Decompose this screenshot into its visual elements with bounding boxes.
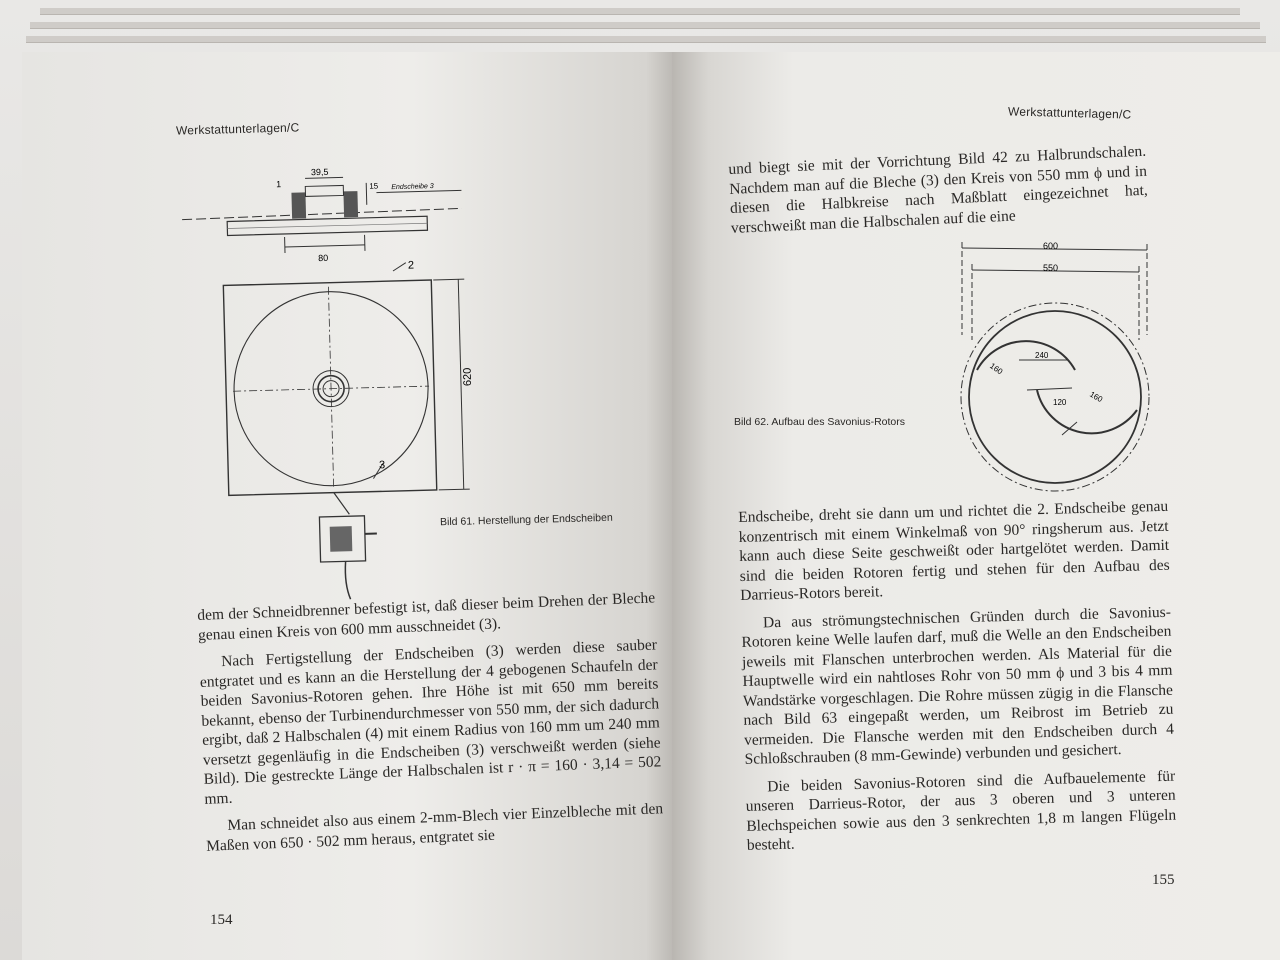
endscheibe-label: Endscheibe 3 (391, 183, 434, 192)
right-intro-text (728, 142, 1149, 238)
dim-bottom-label: 80 (318, 252, 329, 264)
part-1-label: 1 (276, 179, 282, 190)
dim-15-label: 15 (369, 181, 379, 191)
running-head: Werkstattunterlagen/C (1007, 104, 1132, 122)
paragraph: Nach Fertigstellung der Endscheiben (3) werden diese sauber entgratet und es kann an die Herstellung der 4 gebogenen Schaufeln der beiden Savonius-Rotoren gehen. Ihre Höhe ist mit 650 mm bereits bekannt, ebenso der Turbinendurchmesser von 550 mm, der sich dadurch ergibt, daß 2 Halbschalen (4) mit einem Radius von 160 mm um 240 mm versetzt gegenläufig in die Endscheiben (3) verschweißt werden (siehe Bild). Die gestreckte Länge der Halbschalen ist r · π = 160 · 3,14 = 502 mm. (199, 636, 662, 808)
figure-caption: Bild 62. Aufbau des Savonius-Rotors (734, 416, 906, 428)
paragraph: Man schneidet also aus einem 2-mm-Blech vier Einzelbleche mit den Maßen von 650 · 502 mm heraus, entgratet sie (205, 800, 664, 855)
endscheibe-plate-drawing (218, 261, 496, 588)
dim-620-label: 620 (461, 367, 475, 387)
dim-160-label: 160 (1088, 389, 1105, 405)
paragraph: dem der Schneidbrenner befestigt ist, daß dieser beim Drehen der Bleche genau einen Kreis von 600 mm ausschneidet (3). (197, 589, 656, 644)
dim-120-label: 120 (1053, 398, 1067, 407)
page-number: 155 (1152, 872, 1175, 888)
paragraph: Endscheibe, dreht sie dann um und richtet die 2. Endscheibe genau konzentrisch mit einem Winkelmaß von 90° ringsherum aus. Jetzt kann auch diese Seite geschweißt oder hartgelötet werden. Damit sind die beiden Rotoren fertig und stehen für den Aufbau des Darrieus-Rotors bereit. (738, 497, 1170, 604)
right-page (672, 52, 1280, 960)
right-body-text (738, 497, 1177, 856)
savonius-rotor-drawing (957, 240, 1157, 470)
figure-caption: Bild 61. Herstellung der Endscheiben (439, 511, 613, 529)
dim-600-label: 600 (1043, 241, 1059, 251)
paragraph: Da aus strömungstechnischen Gründen durch die Savonius-Rotoren keine Welle laufen darf, muß die Welle an den Endscheiben jeweils mit Flanschen unterbrochen werden. Als Material für die Hauptwelle wird ein nahtloses Rohr von 50 mm ϕ und 3 bis 4 mm Wandstärke vorgeschlagen. Die Rohre müssen zügig in die Flansche nach Bild 63 eingepaßt werden, um Reibrost im Betrieb zu vermeiden. Die Flansche werden mit den Endscheiben durch 4 Schloßschrauben (8 mm-Gewinde) verbunden und gesichert. (741, 603, 1175, 768)
paragraph: und biegt sie mit der Vorrichtung Bild 42 zu Halbrundschalen. Nachdem man auf die Bleche (3) den Kreis von 550 mm ϕ und in diesen die Halbkreise nach Maßblatt eingezeichnet hat, verschweißt man die Halbschalen auf die eine (728, 142, 1149, 237)
dim-160-label: 160 (988, 361, 1005, 377)
endscheibe-section-drawing (171, 160, 474, 268)
dim-550-label: 550 (1043, 263, 1059, 273)
left-body-text (197, 588, 664, 855)
stacked-sheet-edge (40, 8, 1240, 15)
stacked-sheet-edge (26, 36, 1266, 43)
running-head: Werkstattunterlagen/C (175, 120, 300, 138)
stacked-sheet-edge (30, 22, 1260, 29)
paragraph: Die beiden Savonius-Rotoren sind die Aufbauelemente für unseren Darrieus-Rotor, der aus 3 oberen und 3 unteren Blechspeichen sowie aus den 3 senkrechten 1,8 m langen Flügeln besteht. (745, 767, 1177, 854)
part-2-label: 2 (407, 259, 415, 272)
part-3-label: 3 (378, 459, 386, 472)
left-page (22, 52, 672, 960)
dim-top-label: 39,5 (310, 166, 329, 178)
page-number: 154 (210, 912, 233, 928)
dim-240-label: 240 (1035, 351, 1049, 360)
